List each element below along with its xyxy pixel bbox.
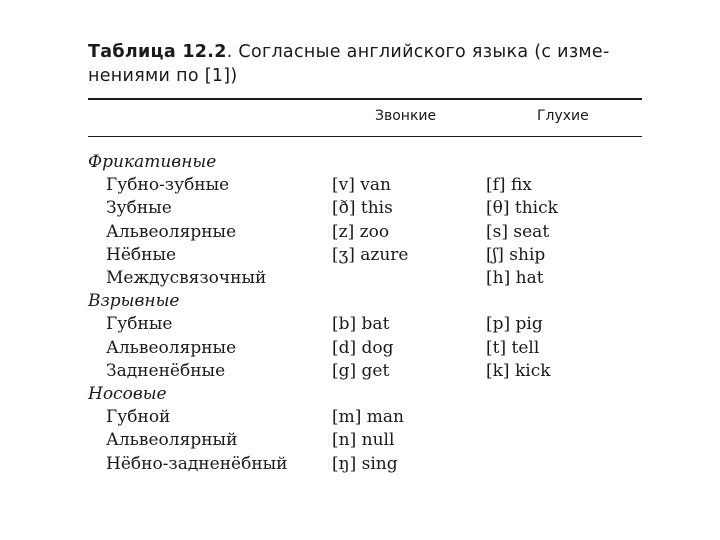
header-voiceless: Глухие [537, 108, 589, 124]
row-label: Зубные [106, 198, 172, 219]
row-label: Альвеолярные [106, 221, 237, 242]
row-label: Нёбные [106, 244, 177, 265]
category-row [0, 384, 720, 407]
top-rule [88, 98, 642, 100]
table-row [0, 454, 720, 477]
voiced-example: [z] zoo [332, 221, 390, 242]
table-caption-text: . Согласные английского языка (с изме- нениями по [1]) [88, 42, 610, 86]
table-row [0, 361, 720, 384]
category-row [0, 291, 720, 314]
table-row [0, 175, 720, 198]
table-row [0, 222, 720, 245]
table-row [0, 245, 720, 268]
table-row [0, 338, 720, 361]
voiced-example: [ʒ] azure [332, 244, 409, 265]
header-rule [88, 136, 642, 137]
category-label: Носовые [88, 384, 167, 404]
table-row [0, 314, 720, 337]
row-label: Междусвязочный [106, 268, 267, 288]
row-label: Губной [106, 407, 171, 428]
table-row [0, 268, 720, 291]
voiceless-example: [t] tell [486, 337, 540, 358]
voiced-example: [m] man [332, 407, 404, 428]
row-label: Альвеолярный [106, 430, 238, 451]
voiceless-example: [s] seat [486, 221, 550, 242]
table-caption-label: Таблица 12.2 [88, 42, 227, 62]
header-voiced: Звонкие [375, 108, 437, 124]
voiced-example: [g] get [332, 360, 390, 381]
category-row [0, 152, 720, 175]
row-label: Задненёбные [106, 360, 226, 381]
row-label: Нёбно-задненёбный [106, 453, 288, 474]
voiced-example: [n] null [332, 430, 395, 451]
row-label: Губные [106, 314, 173, 335]
voiceless-example: [k] kick [486, 360, 551, 381]
voiced-example: [ŋ] sing [332, 453, 398, 474]
table-caption [88, 40, 648, 88]
row-label: Альвеолярные [106, 337, 237, 358]
voiceless-example: [ʃ] ship [486, 244, 546, 265]
category-label: Взрывные [88, 291, 180, 312]
voiceless-example: [f] fix [486, 175, 532, 196]
voiceless-example: [p] pig [486, 314, 543, 335]
voiced-example: [b] bat [332, 314, 390, 335]
category-label: Фрикативные [88, 152, 217, 172]
voiceless-example: [h] hat [486, 268, 544, 288]
table-row [0, 407, 720, 430]
voiceless-example: [θ] thick [486, 198, 558, 219]
row-label: Губно-зубные [106, 175, 230, 196]
voiced-example: [d] dog [332, 337, 394, 358]
table-row [0, 430, 720, 453]
table-row [0, 198, 720, 221]
voiced-example: [ð] this [332, 198, 393, 219]
voiced-example: [v] van [332, 175, 391, 196]
